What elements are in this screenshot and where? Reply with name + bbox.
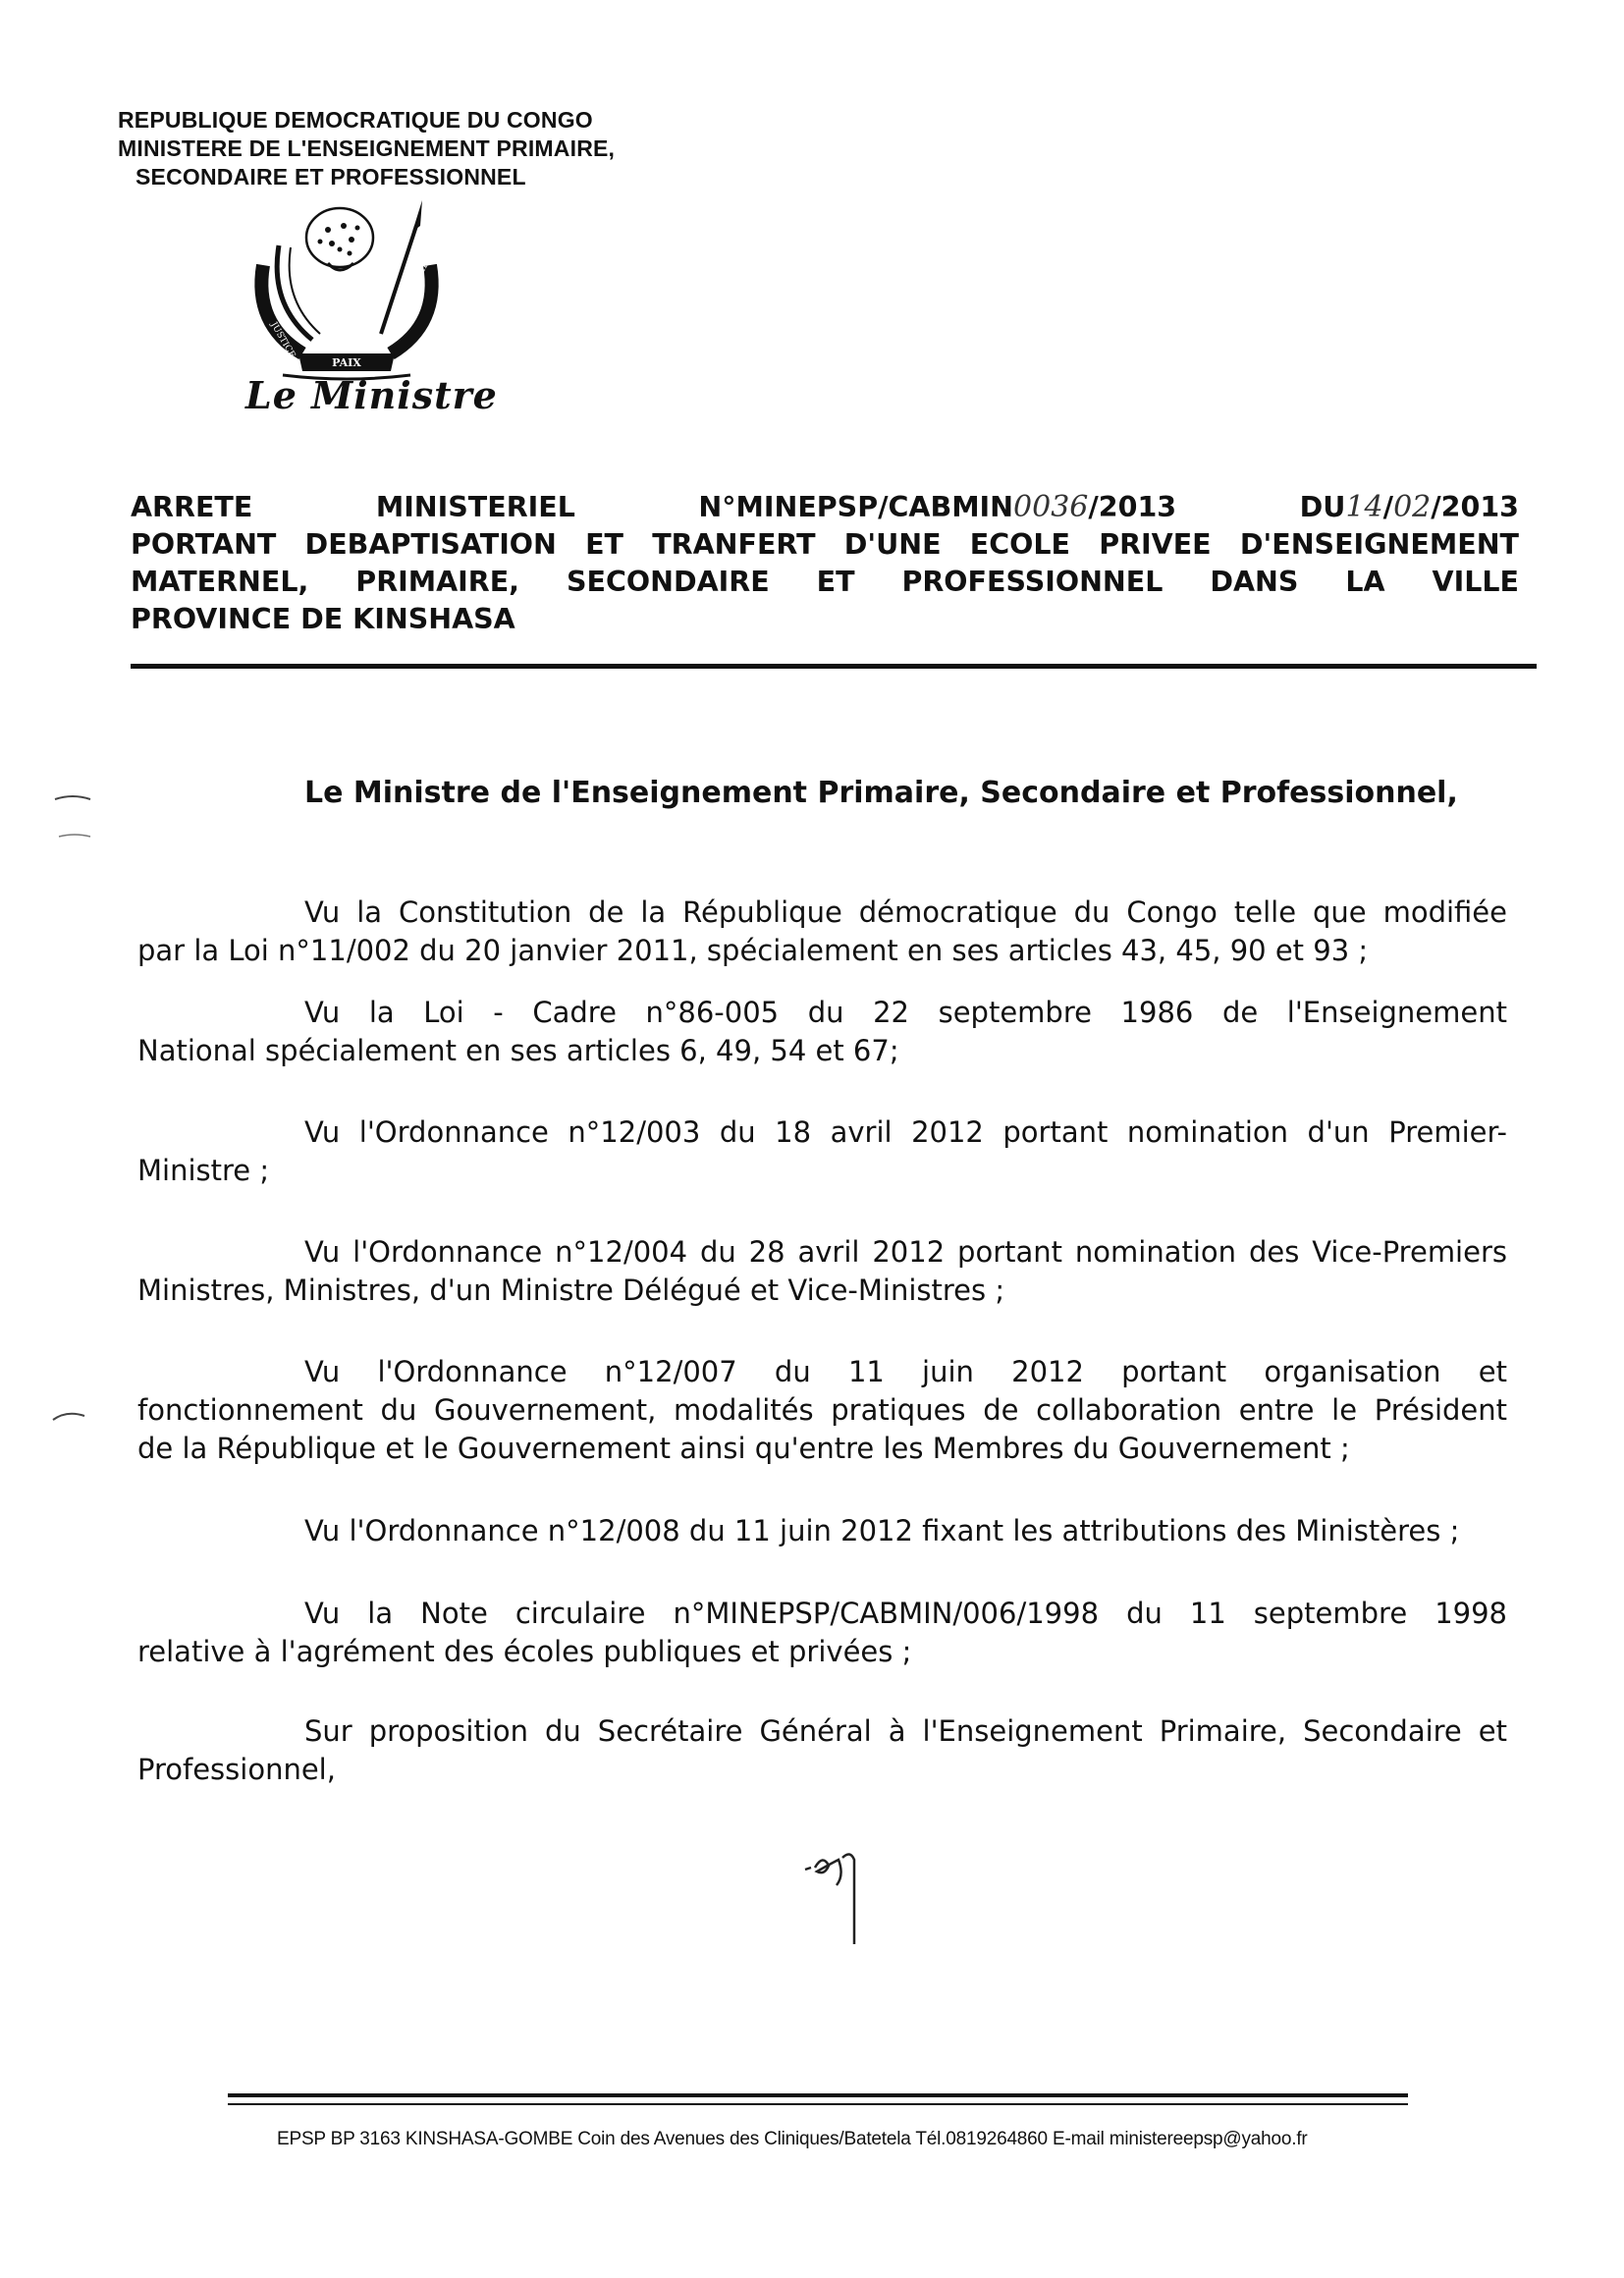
margin-punch-mark	[51, 793, 96, 842]
consideration-line: Ministre ;	[137, 1154, 270, 1187]
motto-paix: PAIX	[332, 356, 361, 369]
decree-title	[131, 489, 1519, 638]
letterhead	[118, 106, 615, 191]
consideration-line: de la République et le Gouvernement ainsi qu'entre les Membres du Gouvernement ;	[137, 1432, 1350, 1465]
consideration-note-circulaire	[137, 1595, 1507, 1671]
date-separator: /	[1382, 491, 1394, 523]
reference-prefix: N°MINEPSP/CABMIN	[698, 491, 1014, 523]
margin-punch-mark	[49, 1406, 88, 1426]
consideration-ordonnance-12-008	[137, 1512, 1507, 1550]
le-ministre-script-title: Le Ministre	[245, 373, 498, 417]
consideration-line: par la Loi n°11/002 du 20 janvier 2011, spécialement en ses articles 43, 45, 90 et 93 ;	[137, 934, 1369, 967]
consideration-line: relative à l'agrément des écoles publiques et privées ;	[137, 1635, 912, 1668]
title-word-arrete: ARRETE	[131, 491, 253, 523]
consideration-ordonnance-12-004	[137, 1233, 1507, 1310]
handwritten-date-month: 02	[1393, 490, 1432, 524]
decree-date	[1300, 491, 1519, 523]
title-underline	[131, 664, 1537, 669]
consideration-proposition	[137, 1712, 1507, 1789]
motto-travail: TRAVAIL	[402, 260, 431, 300]
letterhead-ministry-cont: SECONDAIRE ET PROFESSIONNEL	[135, 164, 526, 190]
consideration-line: Professionnel,	[137, 1753, 336, 1786]
consideration-line: fonctionnement du Gouvernement, modalités pratiques de collaboration entre le Président	[137, 1393, 1507, 1427]
consideration-line: Vu l'Ordonnance n°12/004 du 28 avril 2012 portant nomination des Vice-Premiers	[304, 1235, 1507, 1269]
consideration-constitution	[137, 894, 1507, 970]
footer-rule-bottom	[228, 2103, 1408, 2105]
consideration-line: Vu la Loi - Cadre n°86-005 du 22 septembre 1986 de l'Enseignement	[304, 996, 1507, 1029]
minister-heading: Le Ministre de l'Enseignement Primaire, Secondaire et Professionnel,	[304, 776, 1458, 810]
consideration-line: Ministres, Ministres, d'un Ministre Délégué et Vice-Ministres ;	[137, 1274, 1005, 1307]
title-line-3: MATERNEL, PRIMAIRE, SECONDAIRE ET PROFESSIONNEL DANS LA VILLE	[131, 566, 1519, 598]
title-line-4: PROVINCE DE KINSHASA	[131, 603, 515, 635]
consideration-line: National spécialement en ses articles 6, 49, 54 et 67;	[137, 1034, 899, 1067]
coat-of-arms-emblem	[234, 187, 460, 383]
title-word-ministeriel: MINISTERIEL	[375, 491, 575, 523]
consideration-line: Vu la Note circulaire n°MINEPSP/CABMIN/006/1998 du 11 septembre 1998	[304, 1597, 1507, 1630]
footer-rule-top	[228, 2093, 1408, 2097]
motto-justice: JUSTICE	[268, 320, 298, 360]
consideration-line: Vu l'Ordonnance n°12/007 du 11 juin 2012 portant organisation et	[304, 1355, 1507, 1388]
decree-reference	[698, 491, 1176, 523]
handwritten-initials	[785, 1846, 884, 1954]
letterhead-ministry: MINISTERE DE L'ENSEIGNEMENT PRIMAIRE,	[118, 136, 616, 161]
consideration-ordonnance-12-003	[137, 1113, 1507, 1190]
consideration-ordonnance-12-007	[137, 1353, 1507, 1468]
consideration-line: Sur proposition du Secrétaire Général à l'Enseignement Primaire, Secondaire et	[304, 1714, 1507, 1748]
letterhead-country: REPUBLIQUE DEMOCRATIQUE DU CONGO	[118, 107, 593, 133]
handwritten-reference-number: 0036	[1013, 490, 1089, 524]
title-line-2: PORTANT DEBAPTISATION ET TRANFERT D'UNE ECOLE PRIVEE D'ENSEIGNEMENT	[131, 528, 1519, 561]
reference-year: /2013	[1088, 491, 1177, 523]
consideration-loi-cadre	[137, 994, 1507, 1070]
handwritten-date-day: 14	[1345, 490, 1383, 524]
date-year: /2013	[1431, 491, 1519, 523]
consideration-line: Vu la Constitution de la République démocratique du Congo telle que modifiée	[304, 895, 1507, 929]
footer-contact: EPSP BP 3163 KINSHASA-GOMBE Coin des Avenues des Cliniques/Batetela Tél.0819264860 E-mail ministereepsp@yahoo.fr	[277, 2129, 1308, 2149]
date-prefix: DU	[1299, 491, 1346, 523]
consideration-line: Vu l'Ordonnance n°12/008 du 11 juin 2012 fixant les attributions des Ministères ;	[304, 1514, 1460, 1547]
consideration-line: Vu l'Ordonnance n°12/003 du 18 avril 2012 portant nomination d'un Premier-	[304, 1115, 1507, 1149]
decree-reference-line	[131, 489, 1519, 526]
